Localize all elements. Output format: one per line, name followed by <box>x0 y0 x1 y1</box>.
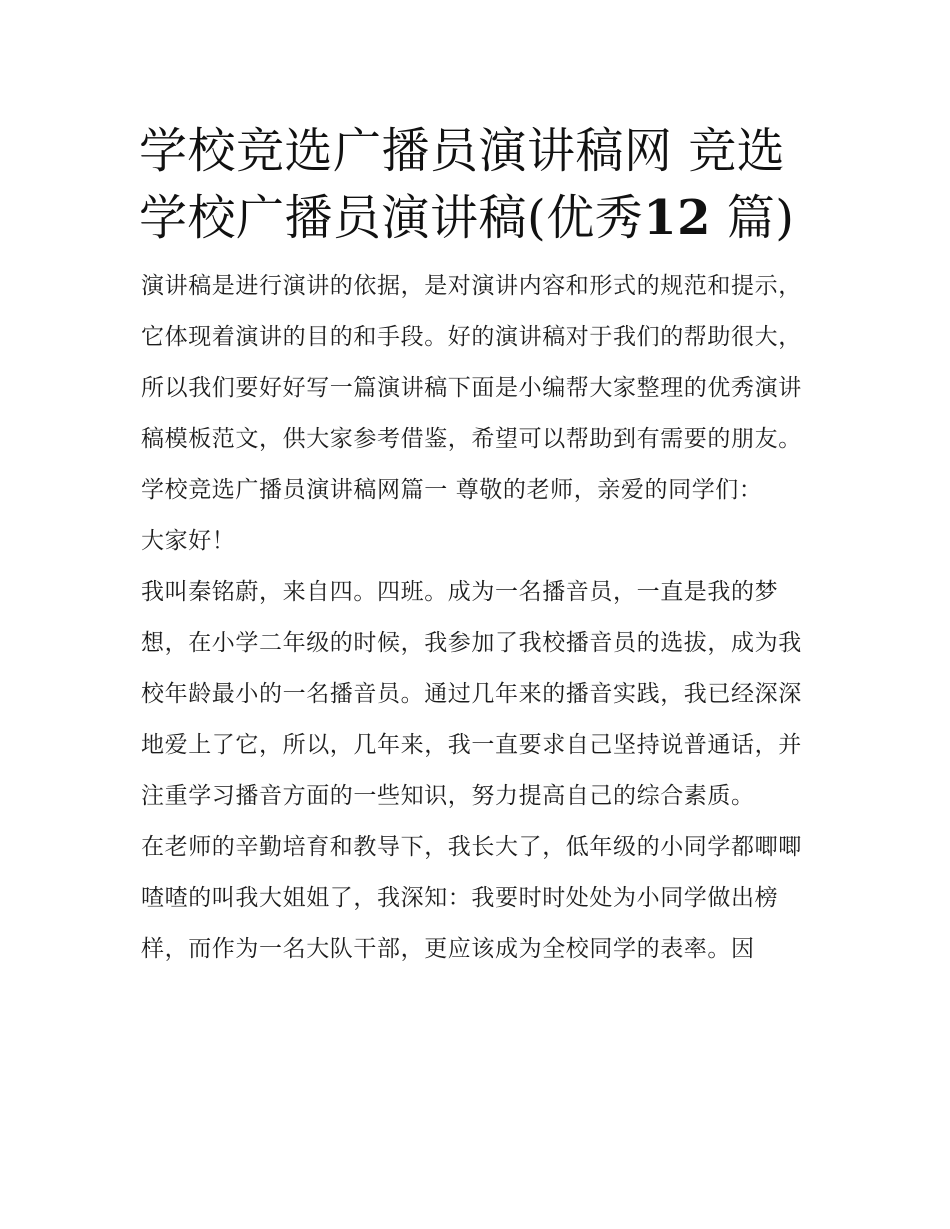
title-number: 12 <box>643 190 712 246</box>
title-suffix: 篇) <box>711 190 795 246</box>
body-paragraph: 我叫秦铭蔚，来自四。四班。成为一名播音员，一直是我的梦想，在小学二年级的时候，我参加了我校播音员的选拔，成为我校年龄最小的一名播音员。通过几年来的播音实践，我已经深深地爱上了它，所以，几年来，我一直要求自己坚持说普通话，并注重学习播音方面的一些知识，努力提高自己的综合素质。 <box>141 579 802 809</box>
title-text: 学校竞选广播员演讲稿网 竞选学校广播员演讲稿(优秀 <box>139 123 786 246</box>
section-heading-paragraph: 学校竞选广播员演讲稿网篇一 尊敬的老师，亲爱的同学们： <box>141 477 763 503</box>
document-title <box>139 118 821 252</box>
body-paragraph: 在老师的辛勤培育和教导下，我长大了，低年级的小同学都唧唧喳喳的叫我大姐姐了，我深知：我要时时处处为小同学做出榜样，而作为一名大队干部，更应该成为全校同学的表率。因 <box>141 834 802 962</box>
document-body <box>141 118 821 975</box>
intro-paragraph: 演讲稿是进行演讲的依据，是对演讲内容和形式的规范和提示，它体现着演讲的目的和手段。好的演讲稿对于我们的帮助很大，所以我们要好好写一篇演讲稿下面是小编帮大家整理的优秀演讲稿模板范文，供大家参考借鉴，希望可以帮助到有需要的朋友。 <box>141 273 802 452</box>
greeting-paragraph: 大家好！ <box>141 528 236 554</box>
